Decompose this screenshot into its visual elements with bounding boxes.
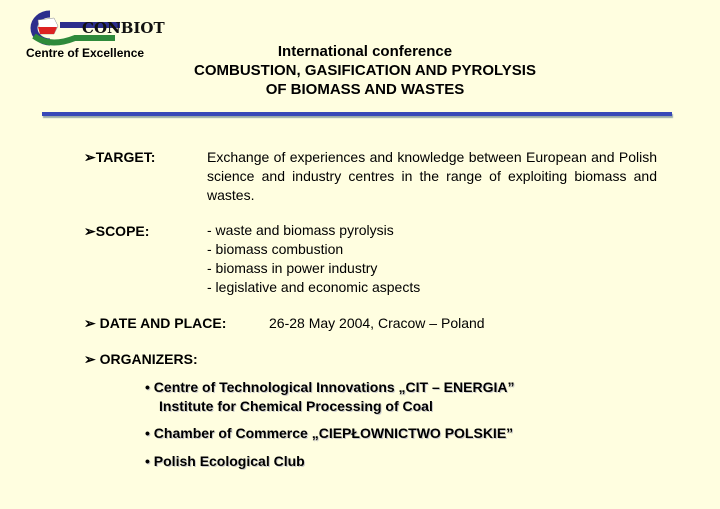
date-value: 26-28 May 2004, Cracow – Poland [269, 315, 485, 331]
title-line-1: International conference [277, 43, 453, 60]
date-label-text: DATE AND PLACE: [99, 315, 227, 331]
target-label [84, 149, 155, 166]
conbiot-logo [20, 6, 165, 48]
organizer-1: • Centre of Technological Innovations „CIT – ENERGIA” [145, 379, 515, 395]
title-line-3: OF BIOMASS AND WASTES [265, 81, 465, 98]
organizers-label-text: ORGANIZERS: [99, 351, 198, 367]
logo-text: CONBIOT [82, 19, 165, 37]
divider [42, 112, 672, 116]
centre-of-excellence: Centre of Excellence [26, 46, 145, 60]
organizer-2: • Chamber of Commerce „CIEPŁOWNICTWO POLSKIE” [145, 425, 514, 441]
arrow-bullet-icon: ➢ [84, 149, 96, 165]
arrow-bullet-icon: ➢ [84, 223, 96, 239]
scope-list [207, 221, 420, 297]
scope-item: - biomass in power industry [207, 260, 378, 276]
arrow-bullet-icon: ➢ [84, 351, 96, 367]
page-title [150, 42, 580, 99]
organizer-3: • Polish Ecological Club [145, 453, 305, 469]
organizer-1-sub: Institute for Chemical Processing of Coal [159, 398, 433, 414]
organizers-label [84, 351, 198, 368]
target-label-text: TARGET: [95, 149, 156, 165]
scope-item: - waste and biomass pyrolysis [207, 222, 394, 238]
scope-item: - biomass combustion [207, 241, 344, 257]
scope-item: - legislative and economic aspects [207, 279, 421, 295]
scope-label [84, 223, 149, 240]
date-label [84, 315, 226, 332]
target-text: Exchange of experiences and knowledge between European and Polish science and industry centres in the range of exploiting biomass and wastes. [207, 149, 657, 203]
title-line-2: COMBUSTION, GASIFICATION AND PYROLYSIS [194, 62, 536, 79]
arrow-bullet-icon: ➢ [84, 315, 96, 331]
scope-label-text: SCOPE: [95, 223, 150, 239]
